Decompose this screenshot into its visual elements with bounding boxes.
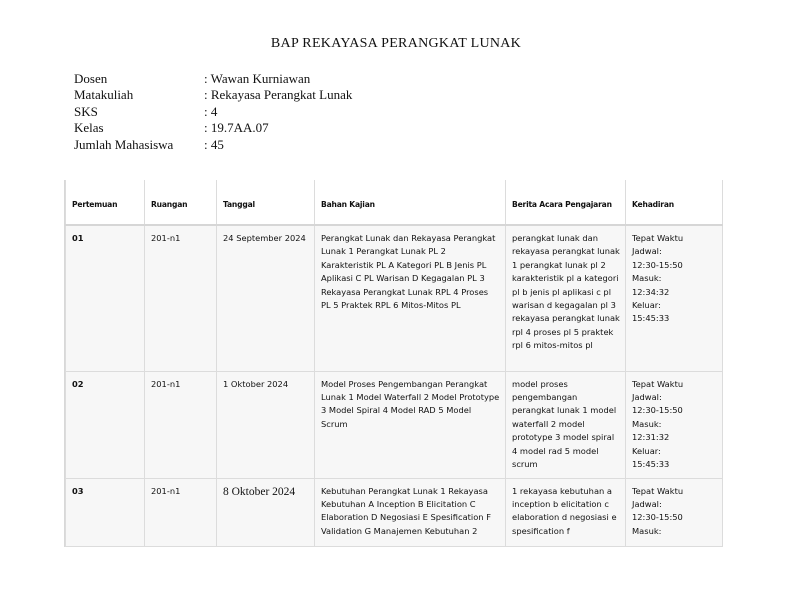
header-ruangan: Ruangan xyxy=(145,180,217,225)
info-label: Matakuliah xyxy=(74,87,134,103)
header-tanggal: Tanggal xyxy=(217,180,315,225)
cell-bahan-kajian: Kebutuhan Perangkat Lunak 1 Rekayasa Kebutuhan A Inception B Elicitation C Elaboration D Negosiasi E Spesification F Validation G Manajemen Kebutuhan 2 xyxy=(315,478,506,546)
info-label: Dosen xyxy=(74,71,108,86)
info-label: Kelas xyxy=(74,120,104,136)
table-row xyxy=(66,371,723,478)
info-row-kelas xyxy=(74,120,352,136)
table-row xyxy=(66,225,723,371)
info-value: : Rekayasa Perangkat Lunak xyxy=(204,87,353,103)
info-value: : 45 xyxy=(204,136,224,152)
header-bahan-kajian: Bahan Kajian xyxy=(315,180,506,225)
info-value: : Wawan Kurniawan xyxy=(204,71,311,86)
info-value: : 19.7AA.07 xyxy=(204,120,269,136)
info-label: Jumlah Mahasiswa xyxy=(74,136,174,152)
header-berita-acara: Berita Acara Pengajaran xyxy=(506,180,626,225)
cell-kehadiran: Tepat Waktu Jadwal: 12:30-15:50 Masuk: 12:31:32 Keluar: 15:45:33 xyxy=(626,371,723,478)
cell-berita-acara: model proses pengembangan perangkat lunak 1 model waterfall 2 model prototype 3 model spiral 4 model rad 5 model scrum xyxy=(506,371,626,478)
cell-kehadiran: Tepat Waktu Jadwal: 12:30-15:50 Masuk: xyxy=(626,478,723,546)
page-title: BAP REKAYASA PERANGKAT LUNAK xyxy=(270,36,522,51)
cell-kehadiran: Tepat Waktu Jadwal: 12:30-15:50 Masuk: 12:34:32 Keluar: 15:45:33 xyxy=(626,225,723,371)
cell-pertemuan: 02 xyxy=(66,371,145,478)
bap-table-container xyxy=(64,180,723,547)
header-pertemuan: Pertemuan xyxy=(66,180,145,225)
cell-ruangan: 201-n1 xyxy=(145,478,217,546)
cell-tanggal: 24 September 2024 xyxy=(217,225,315,371)
info-row-sks xyxy=(74,104,352,120)
bap-table xyxy=(65,180,723,547)
header-kehadiran: Kehadiran xyxy=(626,180,723,225)
info-value: : 4 xyxy=(204,103,218,119)
cell-bahan-kajian: Perangkat Lunak dan Rekayasa Perangkat Lunak 1 Perangkat Lunak PL 2 Karakteristik PL A Kategori PL B Jenis PL Aplikasi C PL Warisan D Kegagalan PL 3 Rekayasa Perangkat Lunak RPL 4 Proses PL 5 Praktek RPL 6 Mitos-Mitos PL xyxy=(315,225,506,371)
table-header-row xyxy=(66,180,723,225)
info-row-dosen xyxy=(74,71,352,87)
cell-ruangan: 201-n1 xyxy=(145,371,217,478)
info-label: SKS xyxy=(74,103,98,119)
cell-tanggal: 1 Oktober 2024 xyxy=(217,371,315,478)
cell-tanggal: 8 Oktober 2024 xyxy=(217,478,315,546)
table-row xyxy=(66,478,723,546)
cell-bahan-kajian: Model Proses Pengembangan Perangkat Lunak 1 Model Waterfall 2 Model Prototype 3 Model Spiral 4 Model RAD 5 Model Scrum xyxy=(315,371,506,478)
cell-berita-acara: perangkat lunak dan rekayasa perangkat lunak 1 perangkat lunak pl 2 karakteristik pl a kategori pl b jenis pl aplikasi c pl warisan d kegagalan pl 3 rekayasa perangkat lunak rpl 4 proses pl 5 praktek rpl 6 mitos-mitos pl xyxy=(506,225,626,371)
info-row-jumlah-mahasiswa xyxy=(74,137,352,153)
cell-pertemuan: 01 xyxy=(66,225,145,371)
course-info xyxy=(74,71,352,153)
cell-berita-acara: 1 rekayasa kebutuhan a inception b elicitation c elaboration d negosiasi e spesification f xyxy=(506,478,626,546)
cell-pertemuan: 03 xyxy=(66,478,145,546)
cell-ruangan: 201-n1 xyxy=(145,225,217,371)
info-row-matakuliah xyxy=(74,87,352,103)
